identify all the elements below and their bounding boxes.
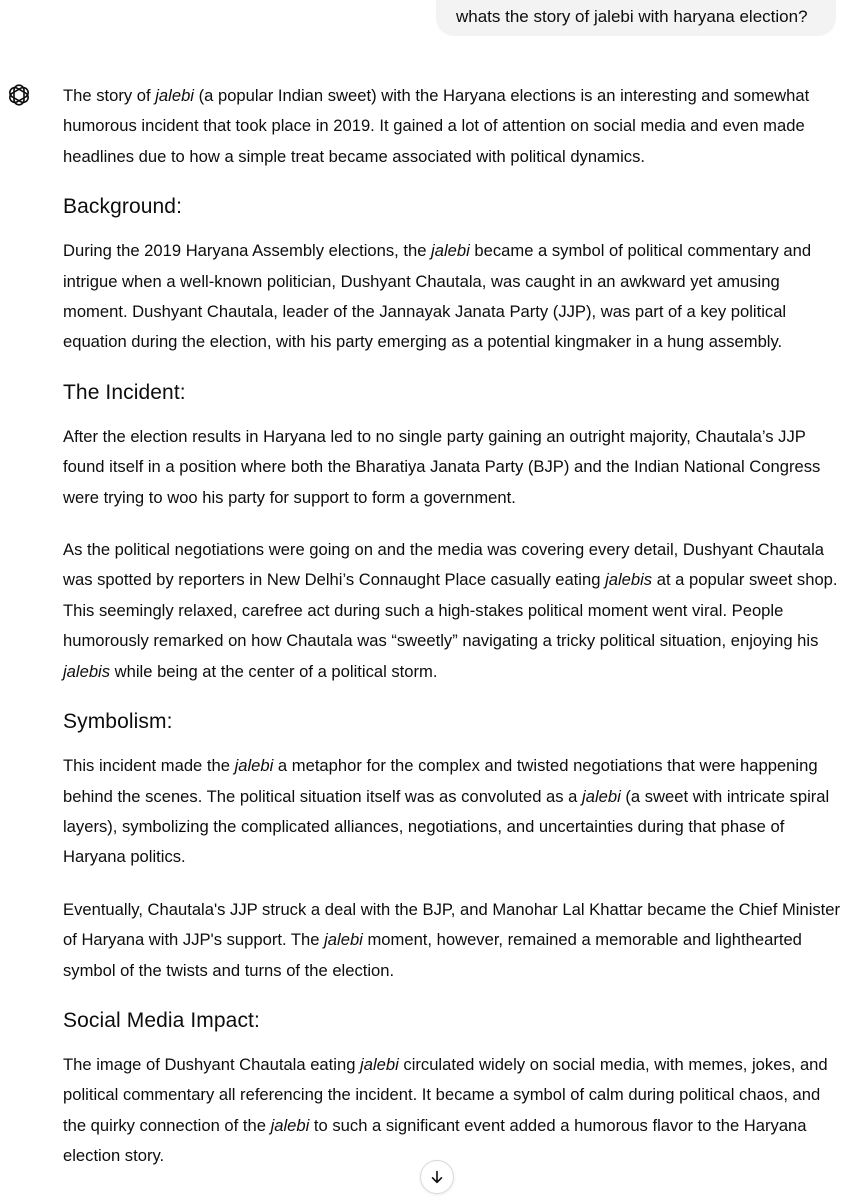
assistant-message (63, 81, 841, 1172)
section-heading-incident: The Incident: (63, 380, 186, 404)
background-paragraph: During the 2019 Haryana Assembly elections, the jalebi became a symbol of political commentary and intrigue when a well-known politician, Dushyant Chautala, was caught in an awkward yet amusing moment. Dushyant Chautala, leader of the Jannayak Janata Party (JJP), was part of a key political equation during the election, with his party emerging as a potential kingmaker in a hung assembly. (63, 241, 812, 352)
incident-paragraph-1: After the election results in Haryana led to no single party gaining an outright majority, Chautala’s JJP found itself in a position where both the Bharatiya Janata Party (BJP) and the Indian National Congress were trying to woo his party for support to form a government. (63, 426, 821, 507)
section-heading-background: Background: (63, 195, 183, 219)
user-message-bubble (436, 0, 836, 36)
social-media-paragraph: The image of Dushyant Chautala eating jalebi circulated widely on social media, with memes, jokes, and political commentary all referencing the incident. It became a symbol of calm during political chaos, and the quirky connection of the jalebi to such a significant event added a humorous flavor to the Haryana election story. (63, 1054, 828, 1166)
section-heading-social-media: Social Media Impact: (63, 1008, 260, 1032)
user-message-text: whats the story of jalebi with haryana election? (456, 7, 808, 26)
section-heading-symbolism: Symbolism: (63, 710, 173, 734)
assistant-avatar (6, 82, 32, 108)
arrow-down-icon (429, 1169, 445, 1185)
intro-paragraph: The story of jalebi (a popular Indian sweet) with the Haryana elections is an interesting and somewhat humorous incident that took place in 2019. It gained a lot of attention on social media and even made headlines due to how a simple treat became associated with political dynamics. (63, 86, 810, 166)
openai-logo-icon (6, 82, 32, 108)
symbolism-paragraph-1: This incident made the jalebi a metaphor for the complex and twisted negotiations that were happening behind the scenes. The political situation itself was as convoluted as a jalebi (a sweet with intricate spiral layers), symbolizing the complicated alliances, negotiations, and uncertainties during that phase of Haryana politics. (63, 756, 830, 867)
incident-paragraph-2: As the political negotiations were going on and the media was covering every detail, Dushyant Chautala was spotted by reporters in New Delhi’s Connaught Place casually eating jalebis at a popular sweet shop. This seemingly relaxed, carefree act during such a high-stakes political moment went viral. People humorously remarked on how Chautala was “sweetly” navigating a tricky political situation, enjoying his jalebis while being at the center of a political storm. (63, 540, 838, 681)
symbolism-paragraph-2: Eventually, Chautala's JJP struck a deal with the BJP, and Manohar Lal Khattar became the Chief Minister of Haryana with JJP's support. The jalebi moment, however, remained a memorable and lighthearted symbol of the twists and turns of the election. (63, 899, 841, 980)
scroll-to-bottom-button[interactable] (420, 1160, 454, 1194)
